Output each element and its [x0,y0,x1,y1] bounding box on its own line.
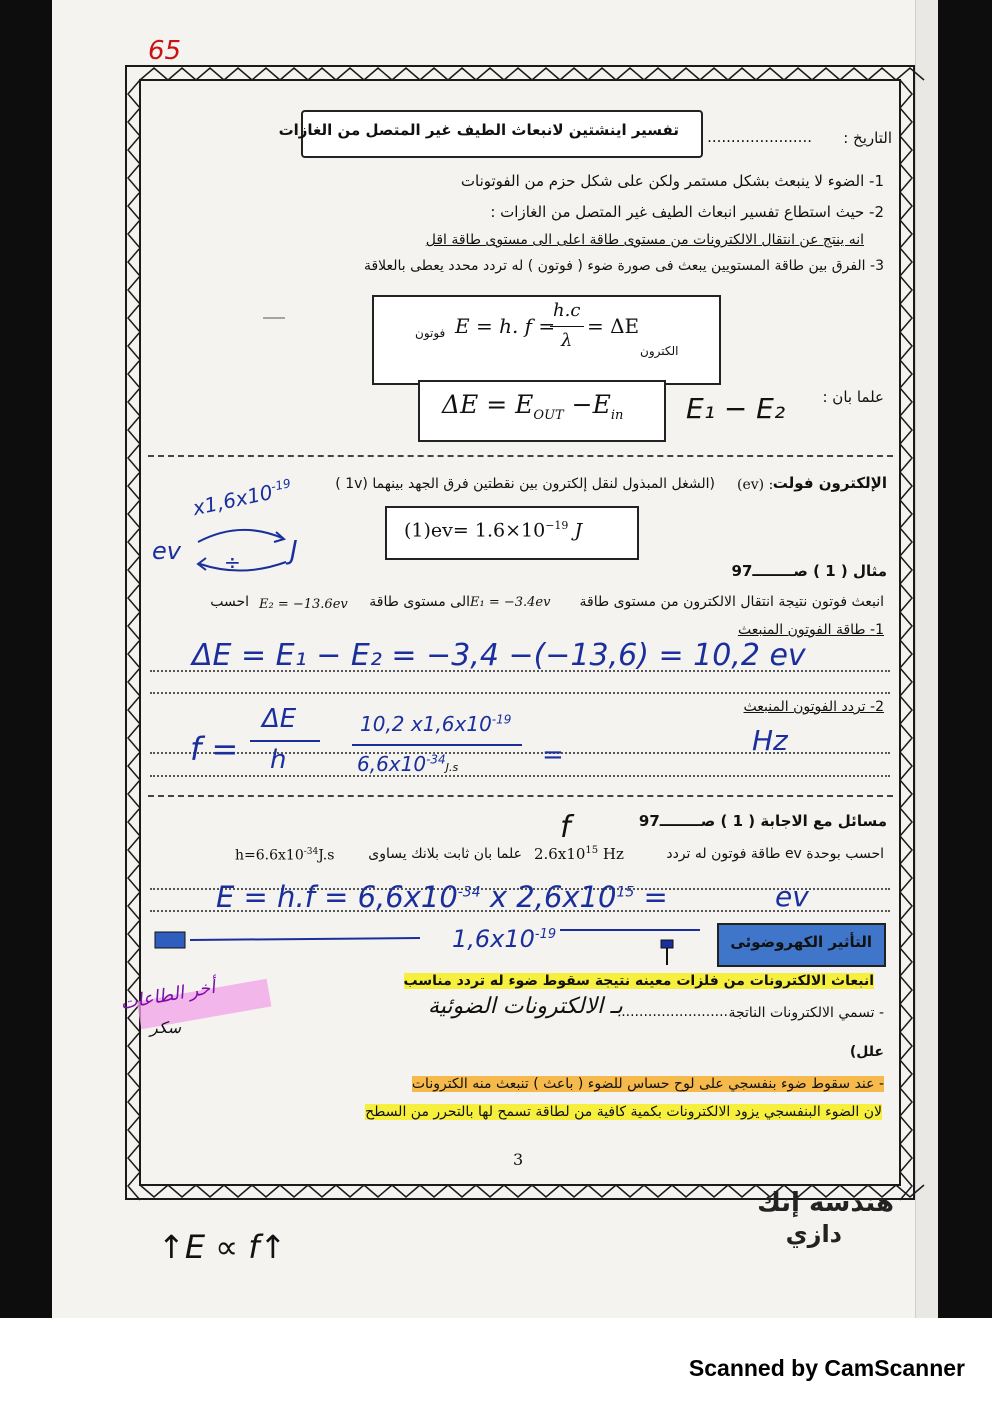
problems-freq-unit: Hz [598,845,624,863]
hand-f: f = [190,730,239,768]
pin-icon-small [661,940,673,965]
photon-label: فوتون [415,326,446,340]
logo-line-2: دازي [785,1220,842,1248]
example-label: مثال ( 1 ) صــــــــ97 [731,562,887,580]
knowing-label: علما بان : [822,388,884,406]
ev-formula-eq: = 1.6×10 [452,519,546,542]
problems-text-b: علما بان ثابت بلانك يساوى [368,846,522,862]
point-1: 1- الضوء لا ينبعث بشكل مستمر ولكن على شكل حزم من الفوتونات [460,172,884,190]
hand-bottom-note: ↑E ∝ f↑ [158,1228,287,1266]
hand-den-exp: -34 [426,752,446,767]
logo-line-1: هندسه إنك [757,1188,894,1218]
ev-def-label: الإلكترون فولت [772,474,887,492]
hand-answer-3-eq: = [634,880,668,914]
hand-answer-3-den-value: 1,6x10 [452,925,535,953]
problems-h-value: h=6.6x10 [235,847,304,864]
page-mark: 65 [148,36,182,66]
hand-num-value: 10,2 x1,6x10 [360,712,492,736]
hand-ev: ev [152,537,181,565]
hand-hz: Hz [752,724,788,757]
hand-naming-answer: بـ الالكترونات الضوئية [428,994,623,1019]
point-2-detail: انه ينتج عن انتقال الالكترونات من مستوى طاقة اعلى الى مستوى طاقة اقل [425,232,864,248]
example-text-a: انبعث فوتون نتيجة انتقال الالكترون من مستوى طاقة [579,594,884,610]
hand-answer-1: ΔE = E₁ − E₂ = −3,4 −(−13,6) = 10,2 ev [192,638,806,673]
hand-answer-3-main: E = h.f = 6,6x10 [216,880,458,914]
hand-frac-den: h [270,745,287,775]
formula2-sub-out: OUT [533,408,564,423]
hand-j: J [290,536,298,566]
answer-line-2 [150,692,890,694]
ev-formula-exp: −19 [545,519,569,532]
ev-formula [404,519,582,541]
date-dots: ...................... [707,128,812,146]
hand-answer-3-mid: x 2,6x10 [480,880,617,914]
hand-num-exp: -19 [491,712,512,727]
hand-pink-note: أخر الطاعات [118,976,217,1015]
explain-question-text: - عند سقوط ضوء بنفسجي على لوح حساس للضوء ( باعث ) تنبعث منه الكترونات [411,1076,884,1092]
formula1-den: λ [561,330,573,351]
divider-2 [148,795,893,797]
hand-e1-e2: E₁ − E₂ [686,392,786,425]
formula2-sub-in: in [610,408,624,423]
problems-h-exp: -34 [303,847,319,857]
problems-label: مسائل مع الاجابة ( 1 ) صــــــــ97 [638,812,887,830]
date-label: التاريخ : [843,129,892,147]
hand-answer-3-exp1: -34 [457,884,481,901]
example-q1: 1- طاقة الفوتون المنبعث [737,622,884,638]
example-e2: E₂ = −13.6ev [259,597,348,612]
hand-f-mark: f [560,810,571,845]
point-2: 2- حيث استطاع تفسير انبعاث الطيف غير المتصل من الغازات : [490,203,884,221]
formula2-d: ΔE = E [442,390,534,419]
answer-line-4 [150,775,890,777]
formula1-frac-bar [550,326,584,327]
photoelectric-naming: - تسمي الالكترونات الناتجة [728,1005,884,1021]
hand-den [357,752,458,776]
ev-def-text: (الشغل المبذول لنقل إلكترون بين نقطتين فرق الجهد بينهما (1v ) [335,476,715,492]
hand-pink-note-2: سكر [150,1018,182,1037]
problems-freq-value: 2.6x10 [534,845,586,863]
example-text-c: احسب [210,594,249,610]
note-icon [155,932,185,948]
hand-mul: x1,6x10 [190,479,275,521]
hand-answer-3 [216,880,668,914]
formula2 [442,390,623,423]
hand-num [360,712,511,736]
scanner-label: Scanned by CamScanner [688,1355,965,1381]
ev-formula-unit: J [568,519,583,542]
problems-freq [534,845,624,863]
page-number: 3 [513,1150,524,1169]
electron-label: الكترون [640,344,679,358]
ev-def-abbr: (ev) : [737,477,774,493]
example-text-b: الى مستوى طاقة [369,594,470,610]
photoelectric-def [404,973,874,989]
hand-answer-3-den-exp: -19 [534,927,557,942]
divider-1 [148,455,893,457]
explain-answer [365,1104,882,1120]
hand-answer-3-exp2: 15 [616,884,635,901]
hand-frac-bar [250,740,320,742]
hand-answer-3-den [452,925,556,953]
problems-h [235,847,334,864]
problems-h-unit: J.s [318,847,335,864]
point-3: 3- الفرق بين طاقة المستويين يبعث فى صورة ضوء ( فوتون ) له تردد محدد يعطى بالعلاقة [363,258,884,274]
hand-div: ÷ [224,550,241,574]
example-e1: E₁ = −3.4ev [470,595,551,610]
hand-den-value: 6,6x10 [357,752,427,776]
problems-freq-exp: 15 [585,845,599,856]
photoelectric-title: التأثير الكهروضوئى [730,933,872,951]
formula2-mid: −E [563,390,611,419]
formula1-lhs: E = h. f = [455,314,556,338]
hand-conversion-arrows [190,520,300,580]
photoelectric-naming-dots: ........................ [621,1004,728,1020]
problems-text-a: احسب بوحدة ev طاقة فوتون له تردد [666,846,884,862]
formula1-scroll [372,295,721,385]
hand-eq: = [542,740,564,770]
hand-den-unit: J.s [445,761,459,774]
explain-answer-text: لان الضوء البنفسجي يزود الالكترونات بكمية كافية من لطاقة تسمح لها بالتحرر من السطح [365,1104,882,1120]
hand-answer-3-ev: ev [775,880,809,913]
hand-frac-bar-2 [352,744,522,746]
explain-question [412,1076,884,1092]
explain-label: علل) [849,1044,884,1060]
page-title: تفسير اينشتين لانبعاث الطيف غير المتصل من الغازات [278,121,679,139]
example-q2: 2- تردد الفوتون المنبعث [743,699,884,715]
ev-formula-lead: (1)ev [404,519,453,542]
hand-frac-num: ΔE [262,704,297,734]
hand-mul-exp: -19 [269,476,292,494]
formula1-num: h.c [553,300,581,321]
formula1-rhs: = ΔE [587,314,640,338]
photoelectric-def-text: انبعاث الالكترونات من فلزات معينه نتيجة سقوط ضوء له تردد مناسب [403,973,874,989]
